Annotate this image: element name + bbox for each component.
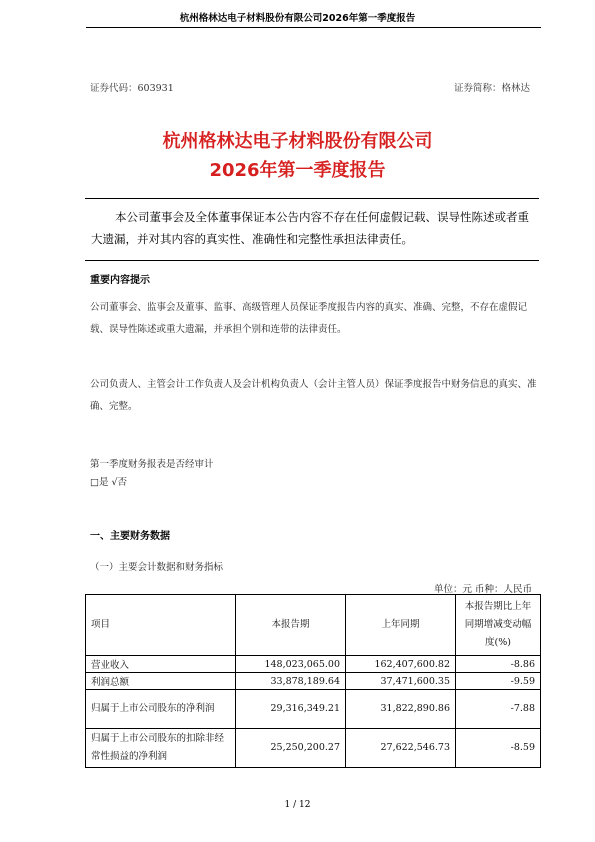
finance-statement: 公司负责人、主管会计工作负责人及会计机构负责人（会计主管人员）保证季度报告中财务信息的真实、准确、完整。	[90, 379, 537, 412]
board-notice: 本公司董事会及全体董事保证本公告内容不存在任何虚假记载、误导性陈述或者重大遗漏，并对其内容的真实性、准确性和完整性承担法律责任。	[85, 198, 539, 261]
table-row	[86, 729, 541, 768]
row-current: 25,250,200.27	[236, 729, 346, 768]
unit-currency-line: 单位：元 币种：人民币	[433, 584, 532, 595]
column-header-current: 本报告期	[236, 595, 346, 656]
row-prior: 37,471,600.35	[346, 673, 456, 690]
row-change: -7.88	[456, 690, 541, 729]
row-change: -8.59	[456, 729, 541, 768]
row-current: 33,878,189.64	[236, 673, 346, 690]
row-prior: 27,622,546.73	[346, 729, 456, 768]
financial-data-table	[85, 594, 541, 768]
row-current: 29,316,349.21	[236, 690, 346, 729]
row-current: 148,023,065.00	[236, 656, 346, 673]
page-number: 1 / 12	[284, 800, 311, 810]
column-header-change: 本报告期比上年同期增减变动幅度(%)	[456, 595, 541, 656]
section-heading-financial-data: 一、主要财务数据	[90, 531, 170, 542]
row-prior: 162,407,600.82	[346, 656, 456, 673]
report-title-period: 2026年第一季度报告	[209, 160, 386, 181]
table-header-row	[86, 595, 541, 656]
column-header-item: 项目	[86, 595, 236, 656]
table-row	[86, 656, 541, 673]
report-title-company: 杭州格林达电子材料股份有限公司	[162, 131, 433, 152]
row-item: 归属于上市公司股东的扣除非经常性损益的净利润	[86, 729, 236, 768]
table-row	[86, 690, 541, 729]
column-header-prior: 上年同期	[346, 595, 456, 656]
subsection-heading-indicators: （一）主要会计数据和财务指标	[90, 562, 224, 573]
row-change: -8.86	[456, 656, 541, 673]
row-item: 利润总额	[86, 673, 236, 690]
table-row	[86, 673, 541, 690]
page-header: 杭州格林达电子材料股份有限公司2026年第一季度报告	[179, 13, 416, 24]
header-divider	[86, 27, 541, 28]
important-heading: 重要内容提示	[90, 275, 150, 286]
security-short-name: 证券简称：格林达	[453, 83, 530, 94]
row-item: 营业收入	[86, 656, 236, 673]
audit-answer: □是 √否	[90, 477, 128, 488]
security-code: 证券代码：603931	[90, 83, 174, 94]
row-item: 归属于上市公司股东的净利润	[86, 690, 236, 729]
row-change: -9.59	[456, 673, 541, 690]
audit-question: 第一季度财务报表是否经审计	[90, 459, 214, 470]
row-prior: 31,822,890.86	[346, 690, 456, 729]
directors-statement: 公司董事会、监事会及董事、监事、高级管理人员保证季度报告内容的真实、准确、完整，不存在虚假记载、误导性陈述或重大遗漏，并承担个别和连带的法律责任。	[90, 302, 528, 335]
